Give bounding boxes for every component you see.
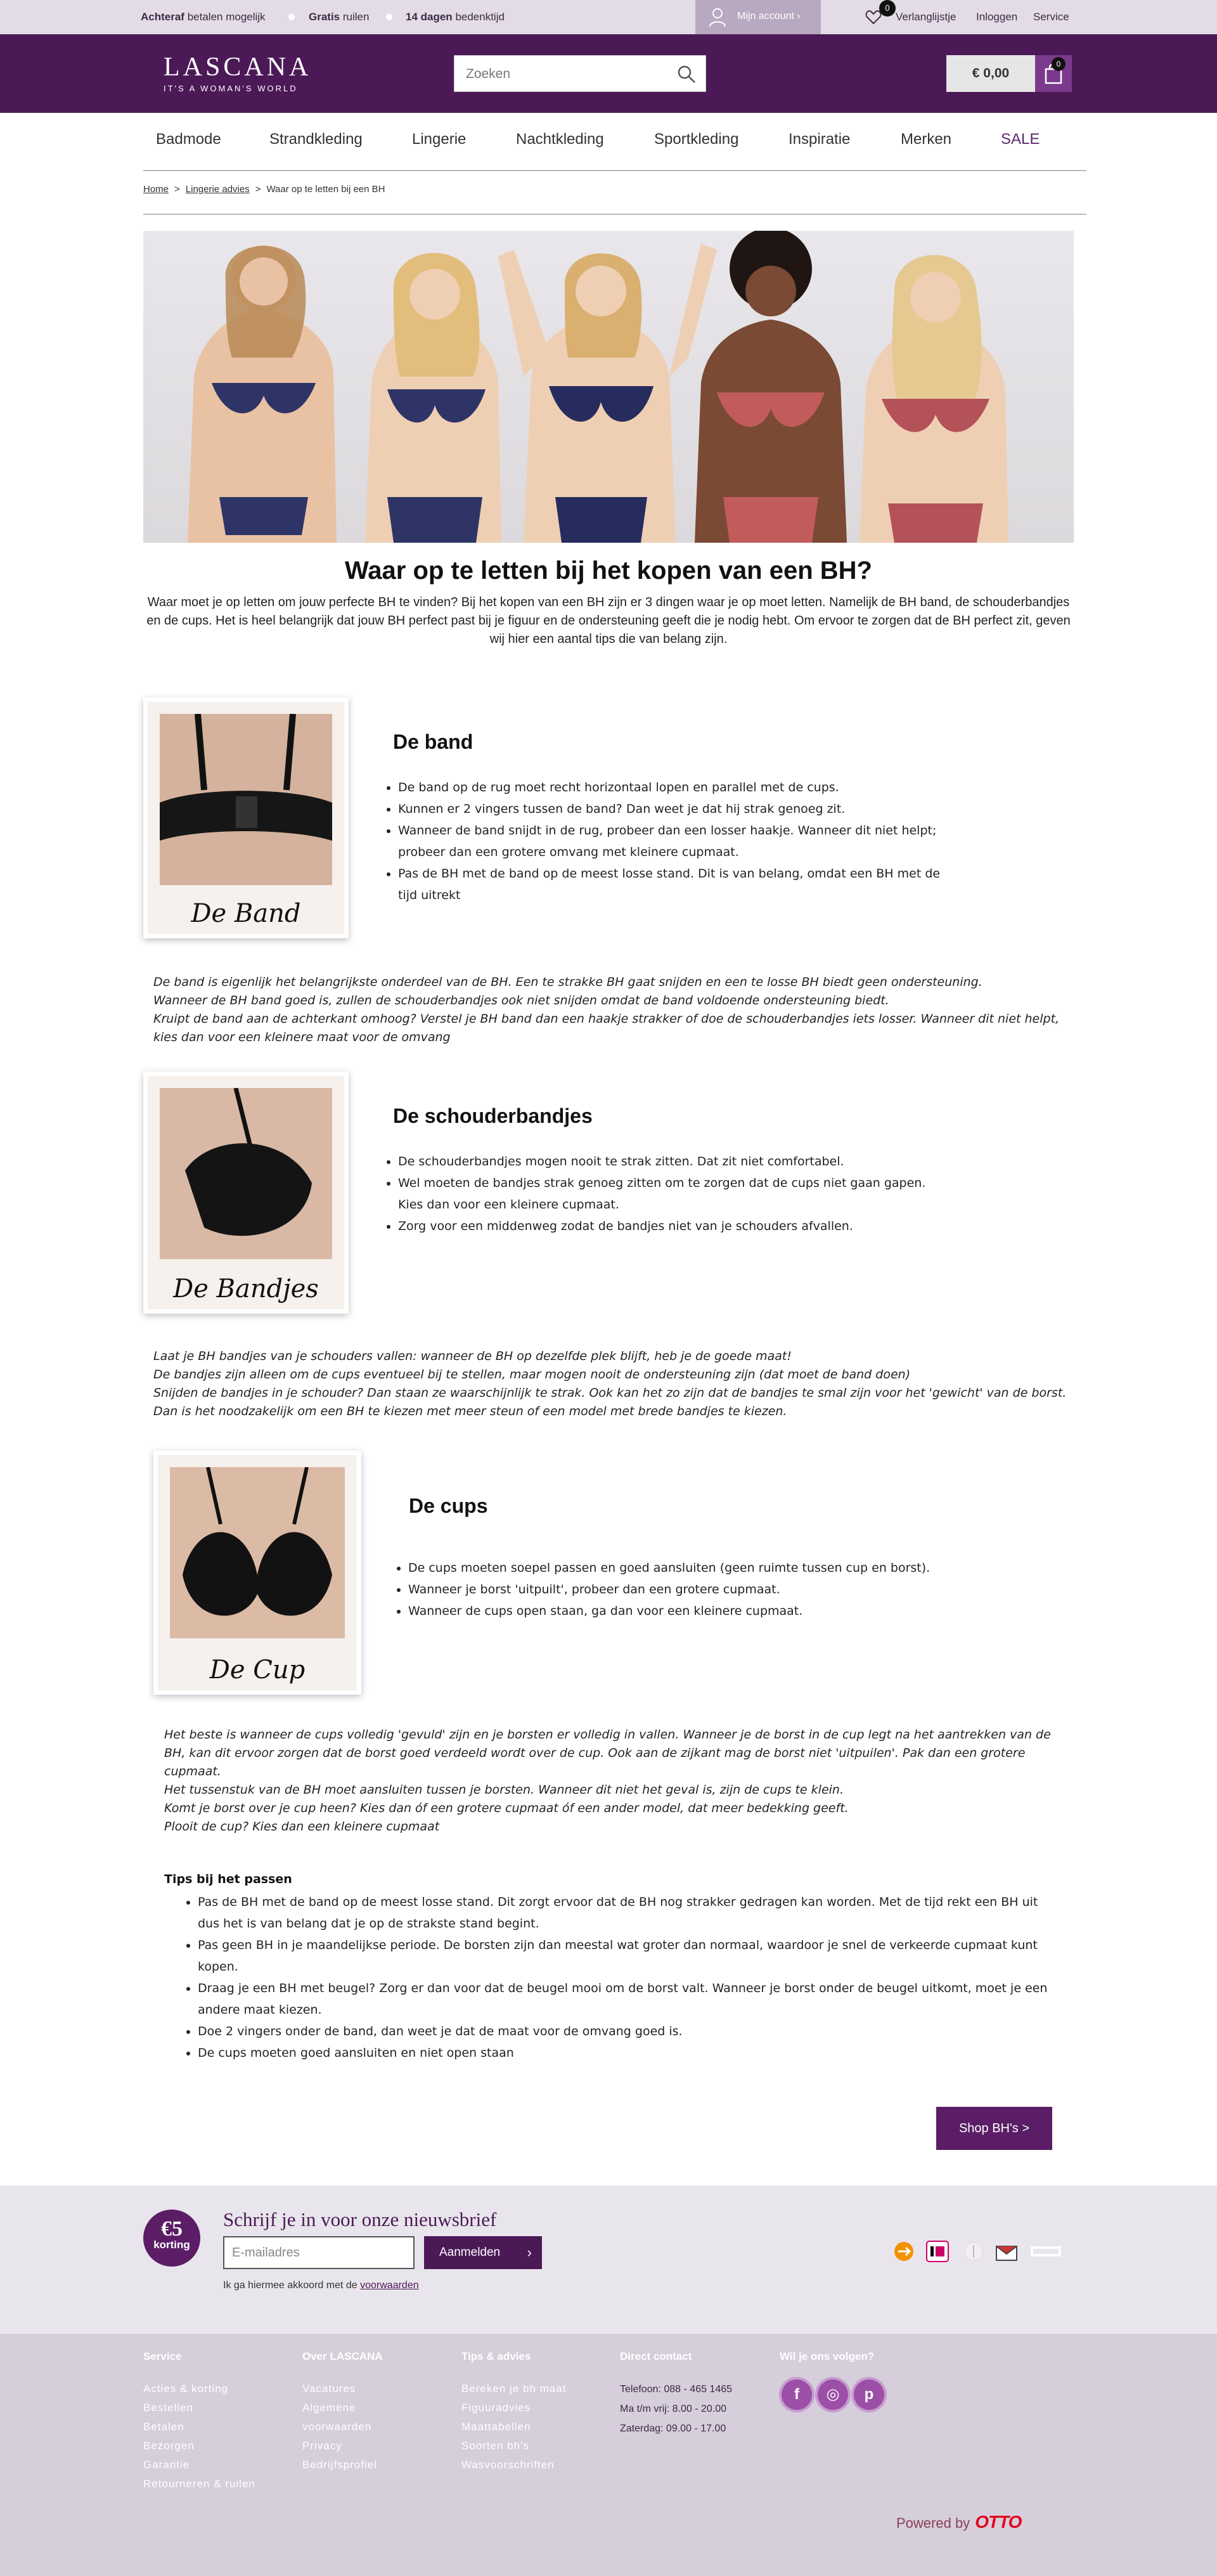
contact-line: Zaterdag: 09.00 - 17.00 (620, 2423, 726, 2434)
otto-logo: OTTO (975, 2512, 1022, 2532)
footer-link[interactable]: Vacatures (302, 2383, 356, 2395)
nav-item-lingerie[interactable]: Lingerie (412, 131, 467, 148)
band-bullets (384, 777, 955, 906)
user-icon (708, 7, 727, 27)
cups-bullets (394, 1557, 1028, 1622)
footer-link[interactable]: Bestellen (143, 2402, 193, 2414)
footer-heading: Tips & advies (461, 2350, 531, 2362)
footer-link[interactable]: Retourneren & ruilen (143, 2478, 255, 2490)
footer-col-service (143, 2350, 255, 2494)
subscribe-label: Aanmelden (439, 2246, 501, 2259)
footer-link[interactable]: Wasvoorschriften (461, 2459, 555, 2471)
list-item: • Draag je een BH met beugel? Zorg er dan voor dat de beugel mooi om de borst valt. Wanneer je borst onder de beugel uitkomt, moet je een andere maat kiezen. (198, 1977, 1059, 2021)
pinterest-icon[interactable]: p (854, 2379, 884, 2410)
subscribe-button[interactable] (424, 2236, 542, 2269)
footer-heading: Wil je ons volgen? (780, 2350, 875, 2362)
facebook-icon[interactable]: f (782, 2379, 812, 2410)
nav-item-sale[interactable]: SALE (1001, 131, 1040, 148)
list-item: • Wanneer de band snijdt in de rug, probeer dan een losser haakje. Wanneer dit niet helpt; probeer dan een grotere omvang met kleinere cupmaat. (398, 820, 955, 863)
shop-bras-button[interactable]: Shop BH's > (936, 2107, 1052, 2150)
trustmark-icon (1028, 2240, 1064, 2263)
bra-front-illustration (170, 1467, 345, 1638)
nav-item-merken[interactable]: Merken (901, 131, 952, 148)
note-line: Snijden de bandjes in je schouder? Dan staan ze waarschijnlijk te strak. Ook kan het zo zijn dat de bandjes te smal zijn voor het 'gewicht' van de borst. Dan is het noodzakelijk om een BH te kiezen met meer steun of een model met brede bandjes te kiezen. (153, 1386, 1067, 1418)
usp-separator (288, 14, 295, 20)
list-item: • Doe 2 vingers onder de band, dan weet je dat de maat voor de omvang goed is. (198, 2021, 1059, 2042)
wishlist-link[interactable]: Verlanglijstje (896, 11, 956, 23)
note-line: Plooit de cup? Kies dan een kleinere cupmaat (164, 1820, 440, 1834)
note-line: Kruipt de band aan de achterkant omhoog? Verstel je BH band dan een haakje strakker of doe de schouderbandjes iets losser. Wanneer dit niet helpt, kies dan voor een kleinere maat voor de omvang (153, 1012, 1060, 1044)
footer-link[interactable]: Acties & korting (143, 2383, 229, 2395)
polaroid-caption: De Band (191, 899, 301, 928)
lascana-logo[interactable] (164, 52, 311, 93)
footer-col-social (780, 2350, 874, 2379)
note-line: Laat je BH bandjes van je schouders vallen: wanneer de BH op dezelfde plek blijft, heb je de goede maat! (153, 1349, 792, 1363)
usp-return: Gratis ruilen (309, 11, 370, 23)
newsletter-title: Schrijf je in voor onze nieuwsbrief (223, 2208, 497, 2230)
polaroid-caption: De Bandjes (173, 1274, 319, 1304)
straps-photo (160, 1088, 332, 1259)
cart-count-badge: 0 (1052, 57, 1066, 71)
tips-title: Tips bij het passen (164, 1872, 292, 1886)
polaroid-caption: De Cup (209, 1655, 306, 1685)
footer-link[interactable]: Algemene voorwaarden (302, 2402, 372, 2433)
straps-note (153, 1347, 1072, 1421)
discount-badge (143, 2210, 200, 2267)
my-account-button[interactable] (695, 0, 821, 34)
list-item: • De cups moeten goed aansluiten en niet open staan (198, 2042, 1059, 2064)
footer-link[interactable]: Bedrijfsprofiel (302, 2459, 377, 2471)
note-line: Het tussenstuk van de BH moet aansluiten tussen je borsten. Wanneer dit niet het geval is, zijn de cups te klein. (164, 1783, 844, 1797)
cups-note (164, 1726, 1064, 1836)
search-icon[interactable] (676, 64, 697, 84)
list-item: • Wanneer de cups open staan, ga dan voor een kleinere cupmaat. (408, 1600, 1028, 1622)
footer-col-tips (461, 2350, 566, 2475)
list-item: • De band op de rug moet recht horizontaal lopen en parallel met de cups. (398, 777, 955, 798)
list-item: • De cups moeten soepel passen en goed aansluiten (geen ruimte tussen cup en borst). (408, 1557, 1028, 1579)
usp-separator (386, 14, 392, 20)
breadcrumb-separator: > (174, 184, 180, 195)
note-line: Het beste is wanneer de cups volledig 'gevuld' zijn en je borsten er volledig in vallen. Wanneer je de borst in de cup legt na het aantrekken van de BH, kan dit ervoor zorgen dat de borst goed verdeeld wordt over de cup. Ook aan de zijkant mag de borst niet 'uitpuilen'. Pak dan een grotere cupmaat. (164, 1728, 1051, 1778)
nav-item-inspiratie[interactable]: Inspiratie (789, 131, 851, 148)
section-title-band: De band (393, 730, 473, 753)
service-link[interactable]: Service (1033, 11, 1069, 23)
hero-image (143, 231, 1074, 543)
nav-item-badmode[interactable]: Badmode (156, 131, 221, 148)
list-item: • Wanneer je borst 'uitpuilt', probeer dan een grotere cupmaat. (408, 1579, 1028, 1600)
breadcrumb-parent[interactable]: Lingerie advies (185, 184, 250, 195)
contact-line: Telefoon: 088 - 465 1465 (620, 2384, 733, 2395)
nav-item-sportkleding[interactable]: Sportkleding (654, 131, 739, 148)
polaroid-band (143, 697, 349, 938)
usp-cooling-off: 14 dagen bedenktijd (406, 11, 505, 23)
search-input[interactable] (466, 65, 669, 83)
breadcrumb (143, 184, 385, 195)
footer-link[interactable]: Betalen (143, 2421, 184, 2433)
contact-line: Ma t/m vrij: 8.00 - 20.00 (620, 2404, 727, 2414)
footer-link[interactable]: Garantie (143, 2459, 190, 2471)
cart-total[interactable]: € 0,00 (946, 55, 1035, 92)
my-account-label: Mijn account › (737, 11, 801, 22)
breadcrumb-home[interactable]: Home (143, 184, 169, 195)
footer-col-about (302, 2350, 410, 2475)
footer-heading: Direct contact (620, 2350, 692, 2362)
powered-by-otto: Powered by OTTO (896, 2512, 1022, 2532)
nav-item-nachtkleding[interactable]: Nachtkleding (516, 131, 604, 148)
section-title-cups: De cups (409, 1494, 488, 1517)
main-navigation (143, 113, 1086, 171)
divider (143, 214, 1086, 215)
bra-side-illustration (160, 1088, 332, 1259)
list-item: • Pas de BH met de band op de meest losse stand. Dit is van belang, omdat een BH met de tijd uitrekt (398, 863, 955, 906)
list-item: • Kunnen er 2 vingers tussen de band? Dan weet je dat hij strak genoeg zit. (398, 798, 955, 820)
site-header (0, 34, 1217, 113)
site-footer (0, 2334, 1217, 2576)
login-link[interactable]: Inloggen (976, 11, 1018, 23)
intro-text: Waar moet je op letten om jouw perfecte BH te vinden? Bij het kopen van een BH zijn er 3 dingen waar je op moet letten. Namelijk de BH band, de schouderbandjes en de cups. Het is heel belangrijk dat jouw BH perfect past bij je figuur en de ondersteuning geeft die je nodig hebt. Om ervoor te zorgen dat de BH perfect zit, geven wij hier een aantal tips die van belang zijn. (146, 595, 1071, 646)
newsletter-legal: Ik ga hiermee akkoord met de voorwaarden (223, 2280, 419, 2291)
note-line: De band is eigenlijk het belangrijkste onderdeel van de BH. Een te strakke BH gaat snijden en een te losse BH biedt geen ondersteuning. (153, 975, 982, 989)
cups-photo (170, 1467, 345, 1638)
breadcrumb-current: Waar op te letten bij een BH (266, 184, 385, 195)
nav-item-strandkleding[interactable]: Strandkleding (269, 131, 363, 148)
footer-col-contact (620, 2350, 732, 2438)
instagram-icon[interactable]: ◎ (818, 2379, 848, 2410)
discount-amount: €5 (161, 2217, 183, 2241)
page-title: Waar op te letten bij het kopen van een BH? (345, 557, 872, 585)
service-bar (0, 0, 1217, 34)
list-item: • Wel moeten de bandjes strak genoeg zitten om te zorgen dat de cups niet gaan gapen. Kies dan voor een kleinere cupmaat. (398, 1172, 942, 1215)
polaroid-straps (143, 1071, 349, 1314)
note-line: Komt je borst over je cup heen? Kies dan óf een grotere cupmaat óf een ander model, dat meer bedekking geeft. (164, 1801, 849, 1815)
chevron-right-icon: › (527, 2244, 532, 2260)
search-box (454, 55, 706, 92)
footer-heading: Service (143, 2350, 182, 2362)
list-item: • Zorg voor een middenweg zodat de bandjes niet van je schouders afvallen. (398, 1215, 942, 1237)
section-title-straps: De schouderbandjes (393, 1104, 593, 1127)
breadcrumb-separator: > (255, 184, 261, 195)
terms-link[interactable]: voorwaarden (360, 2280, 419, 2291)
footer-link[interactable]: Figuuradvies (461, 2402, 531, 2414)
newsletter-section (0, 2185, 1217, 2334)
tips-list (184, 1891, 1059, 2064)
footer-link[interactable]: Bereken je bh maat (461, 2383, 567, 2395)
note-line: De bandjes zijn alleen om de cups eventueel bij te stellen, maar mogen nooit de ondersteuning zijn (dat moet de band doen) (153, 1368, 911, 1382)
footer-link[interactable]: Soorten bh's (461, 2440, 529, 2452)
postnl-icon (892, 2240, 915, 2263)
mail-icon (994, 2240, 1019, 2263)
band-note (153, 973, 1072, 1047)
email-field[interactable] (223, 2236, 415, 2269)
note-line: Wanneer de BH band goed is, zullen de schouderbandjes ook niet snijden omdat de band voldoende ondersteuning biedt. (153, 994, 889, 1007)
models-lingerie-illustration (143, 231, 1074, 543)
bra-back-illustration (160, 714, 332, 885)
list-item: • Pas de BH met de band op de meest losse stand. Dit zorgt ervoor dat de BH nog strakker gedragen kan worden. Met de tijd rekt een BH uit dus het is van belang dat je op de strakste stand begint. (198, 1891, 1059, 1934)
list-item: • Pas geen BH in je maandelijkse periode. De borsten zijn dan meestal wat groter dan normaal, waardoor je snel de verkeerde cupmaat kunt kopen. (198, 1934, 1059, 1977)
footer-link[interactable]: Privacy (302, 2440, 342, 2452)
logo-tagline: IT'S A WOMAN'S WORLD (164, 84, 298, 93)
list-item: • De schouderbandjes mogen nooit te strak zitten. Dat zit niet comfortabel. (398, 1151, 942, 1172)
ideal-icon (925, 2240, 950, 2263)
band-photo (160, 714, 332, 885)
discount-label: korting (153, 2239, 190, 2251)
straps-bullets (384, 1151, 942, 1237)
footer-heading: Over LASCANA (302, 2350, 383, 2362)
usp-payment: Achteraf betalen mogelijk (141, 11, 266, 23)
polaroid-cups (153, 1451, 361, 1695)
wishlist-count-badge: 0 (879, 0, 896, 16)
footer-link[interactable]: Bezorgen (143, 2440, 195, 2452)
footer-link[interactable]: Maattabellen (461, 2421, 531, 2433)
klarna-icon (962, 2240, 985, 2263)
logo-wordmark: LASCANA (164, 53, 312, 82)
